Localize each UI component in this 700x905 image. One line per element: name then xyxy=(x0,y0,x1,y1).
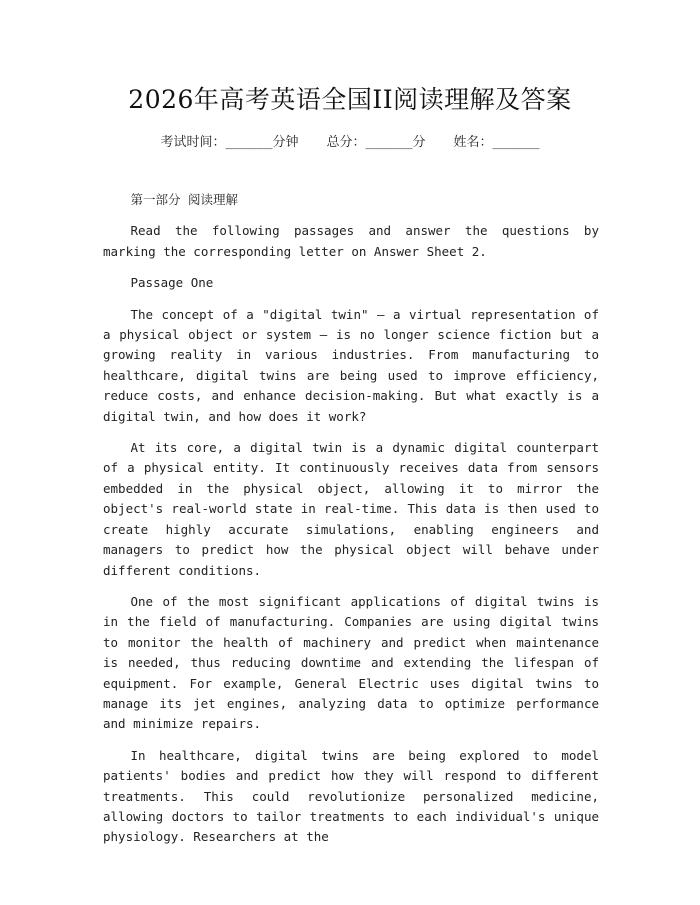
passage-paragraph-2: At its core, a digital twin is a dynamic digital counterpart of a physical entity. It continuously receives data from sensors embedded in the physical object, allowing it to mirror the object's real-world state in real-time. This data is then used to create highly accurate simulations, enabling engineers and managers to predict how the physical object will behave under different conditions. xyxy=(103,440,599,578)
section-heading: 第一部分 阅读理解 xyxy=(130,192,239,207)
passage-paragraph-3: One of the most significant applications of digital twins is in the field of manufacturing. Companies are using digital twins to monitor the health of machinery and predict when maintenance is needed, thus reducing downtime and extending the lifespan of equipment. For example, General Electric uses digital twins to manage its jet engines, analyzing data to optimize performance and minimize repairs. xyxy=(103,593,599,732)
exam-time-label: 考试时间：______分钟 xyxy=(160,135,299,150)
passage-title: Passage One xyxy=(130,275,214,291)
student-name-label: 姓名：______ xyxy=(453,135,540,150)
page-title: 2026年高考英语全国II阅读理解及答案 xyxy=(128,85,572,114)
exam-meta xyxy=(0,131,700,150)
instructions-text: Read the following passages and answer the questions by marking the corresponding letter on Answer Sheet 2. xyxy=(103,223,599,259)
passage-paragraph-4: In healthcare, digital twins are being explored to model patients' bodies and predict how they will respond to different treatments. This could revolutionize personalized medicine, allowing doctors to tailor treatments to each individual's unique physiology. Researchers at the xyxy=(103,747,599,845)
document-body xyxy=(103,190,599,859)
passage-paragraph-1: The concept of a "digital twin" – a virtual representation of a physical object or system – is no longer science fiction but a growing reality in various industries. From manufacturing to healthcare, digital twins are being used to improve efficiency, reduce costs, and enhance decision-making. But what exactly is a digital twin, and how does it work? xyxy=(103,306,599,424)
total-score-label: 总分：______分 xyxy=(326,135,426,150)
